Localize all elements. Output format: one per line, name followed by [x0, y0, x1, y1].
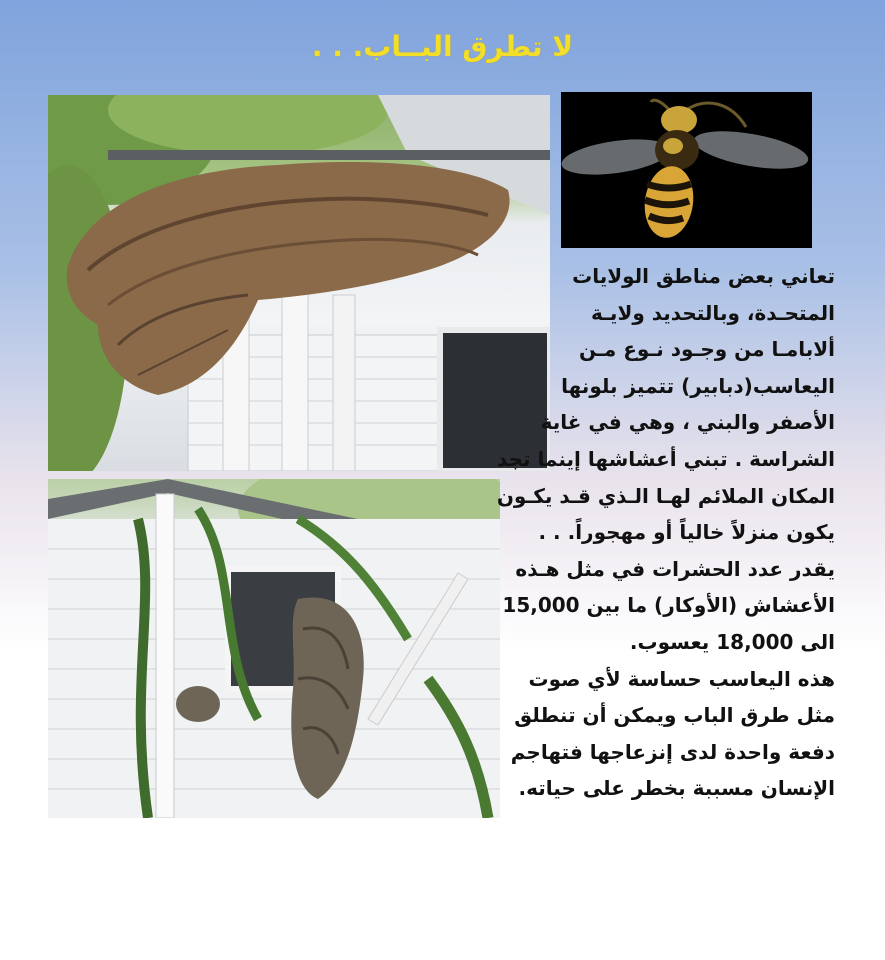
porch-nest-photo: [48, 95, 550, 471]
article-paragraph: [490, 258, 835, 807]
paragraph-line: المكان الملائم لهـا الـذي قـد يكـون: [496, 483, 835, 508]
hornet-photo: [561, 92, 812, 248]
paragraph-line: الأعشاش (الأوكار) ما بين 15,000: [502, 593, 835, 618]
house-nest-illustration: [48, 479, 500, 818]
paragraph-line: الإنسان مسببة بخطر على حياته.: [518, 776, 835, 801]
hornet-illustration: [561, 92, 812, 248]
paragraph-line: اليعاسب(دبابير) تتميز بلونها: [561, 373, 835, 398]
page-title: لا تطرق البــاب. . .: [311, 30, 574, 63]
paragraph-line: يكون منزلاً خالياً أو مهجوراً. . .: [538, 520, 835, 545]
paragraph-line: المتحـدة، وبالتحديد ولايـة: [590, 300, 835, 325]
paragraph-line: الى 18,000 يعسوب.: [629, 629, 835, 654]
paragraph-line: مثل طرق الباب ويمكن أن تنطلق: [514, 703, 835, 728]
paragraph-line: هذه اليعاسب حساسة لأي صوت: [528, 666, 835, 691]
paragraph-line: تعاني بعض مناطق الولايات: [572, 264, 835, 288]
paragraph-line: يقدر عدد الحشرات في مثل هـذه: [515, 556, 835, 581]
paragraph-line: الشراسة . تبني أعشاشها إينما تجد: [497, 446, 835, 471]
paragraph-line: ألابامـا من وجـود نـوع مـن: [579, 337, 835, 362]
paragraph-line: دفعة واحدة لدى إنزعاجها فتهاجم: [510, 739, 835, 764]
paragraph-line: الأصفر والبني ، وهي في غاية: [540, 410, 835, 435]
house-nest-photo: [48, 479, 500, 818]
porch-nest-illustration: [48, 95, 550, 471]
